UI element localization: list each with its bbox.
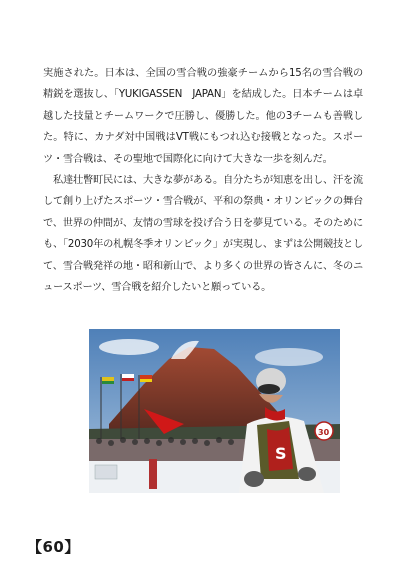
body-text	[43, 63, 363, 298]
snow-shelter	[95, 465, 117, 479]
cloud	[99, 339, 159, 355]
jersey-letter: S	[275, 444, 287, 463]
snowball-match-photo	[89, 329, 340, 493]
page-number: 【60】	[27, 538, 80, 556]
paragraph-1: 実施された。日本は、全国の雪合戦の強豪チームから15名の雪合戦の精鋭を選抜し、「YUKIGASSEN JAPAN」を結成した。日本チームは卓越した技量とチームワークで圧勝し、優勝した。他の3チームも善戦した。特に、カナダ対中国戦はVT戦にもつれ込む接戦となった。スポーツ・雪合戦は、その聖地で国際化に向けて大きな一歩を刻んだ。	[43, 68, 363, 165]
paragraph-2: 私達壮瞥町民には、大きな夢がある。自分たちが知恵を出し、汗を流して創り上げたスポーツ・雪合戦が、平和の祭典・オリンピックの舞台で、世界の仲間が、友情の雪球を投げ合う日を夢見ている。そのためにも、「2030年の札幌冬季オリンピック」が実現し、まずは公開競技として、雪合戦発祥の地・昭和新山で、より多くの世界の皆さんに、冬のニュースポーツ、雪合戦を紹介したいと願っている。	[43, 175, 363, 294]
photo-illustration	[89, 329, 340, 493]
bib-number: 30	[318, 428, 330, 437]
referee	[149, 459, 157, 489]
cloud	[255, 348, 323, 366]
